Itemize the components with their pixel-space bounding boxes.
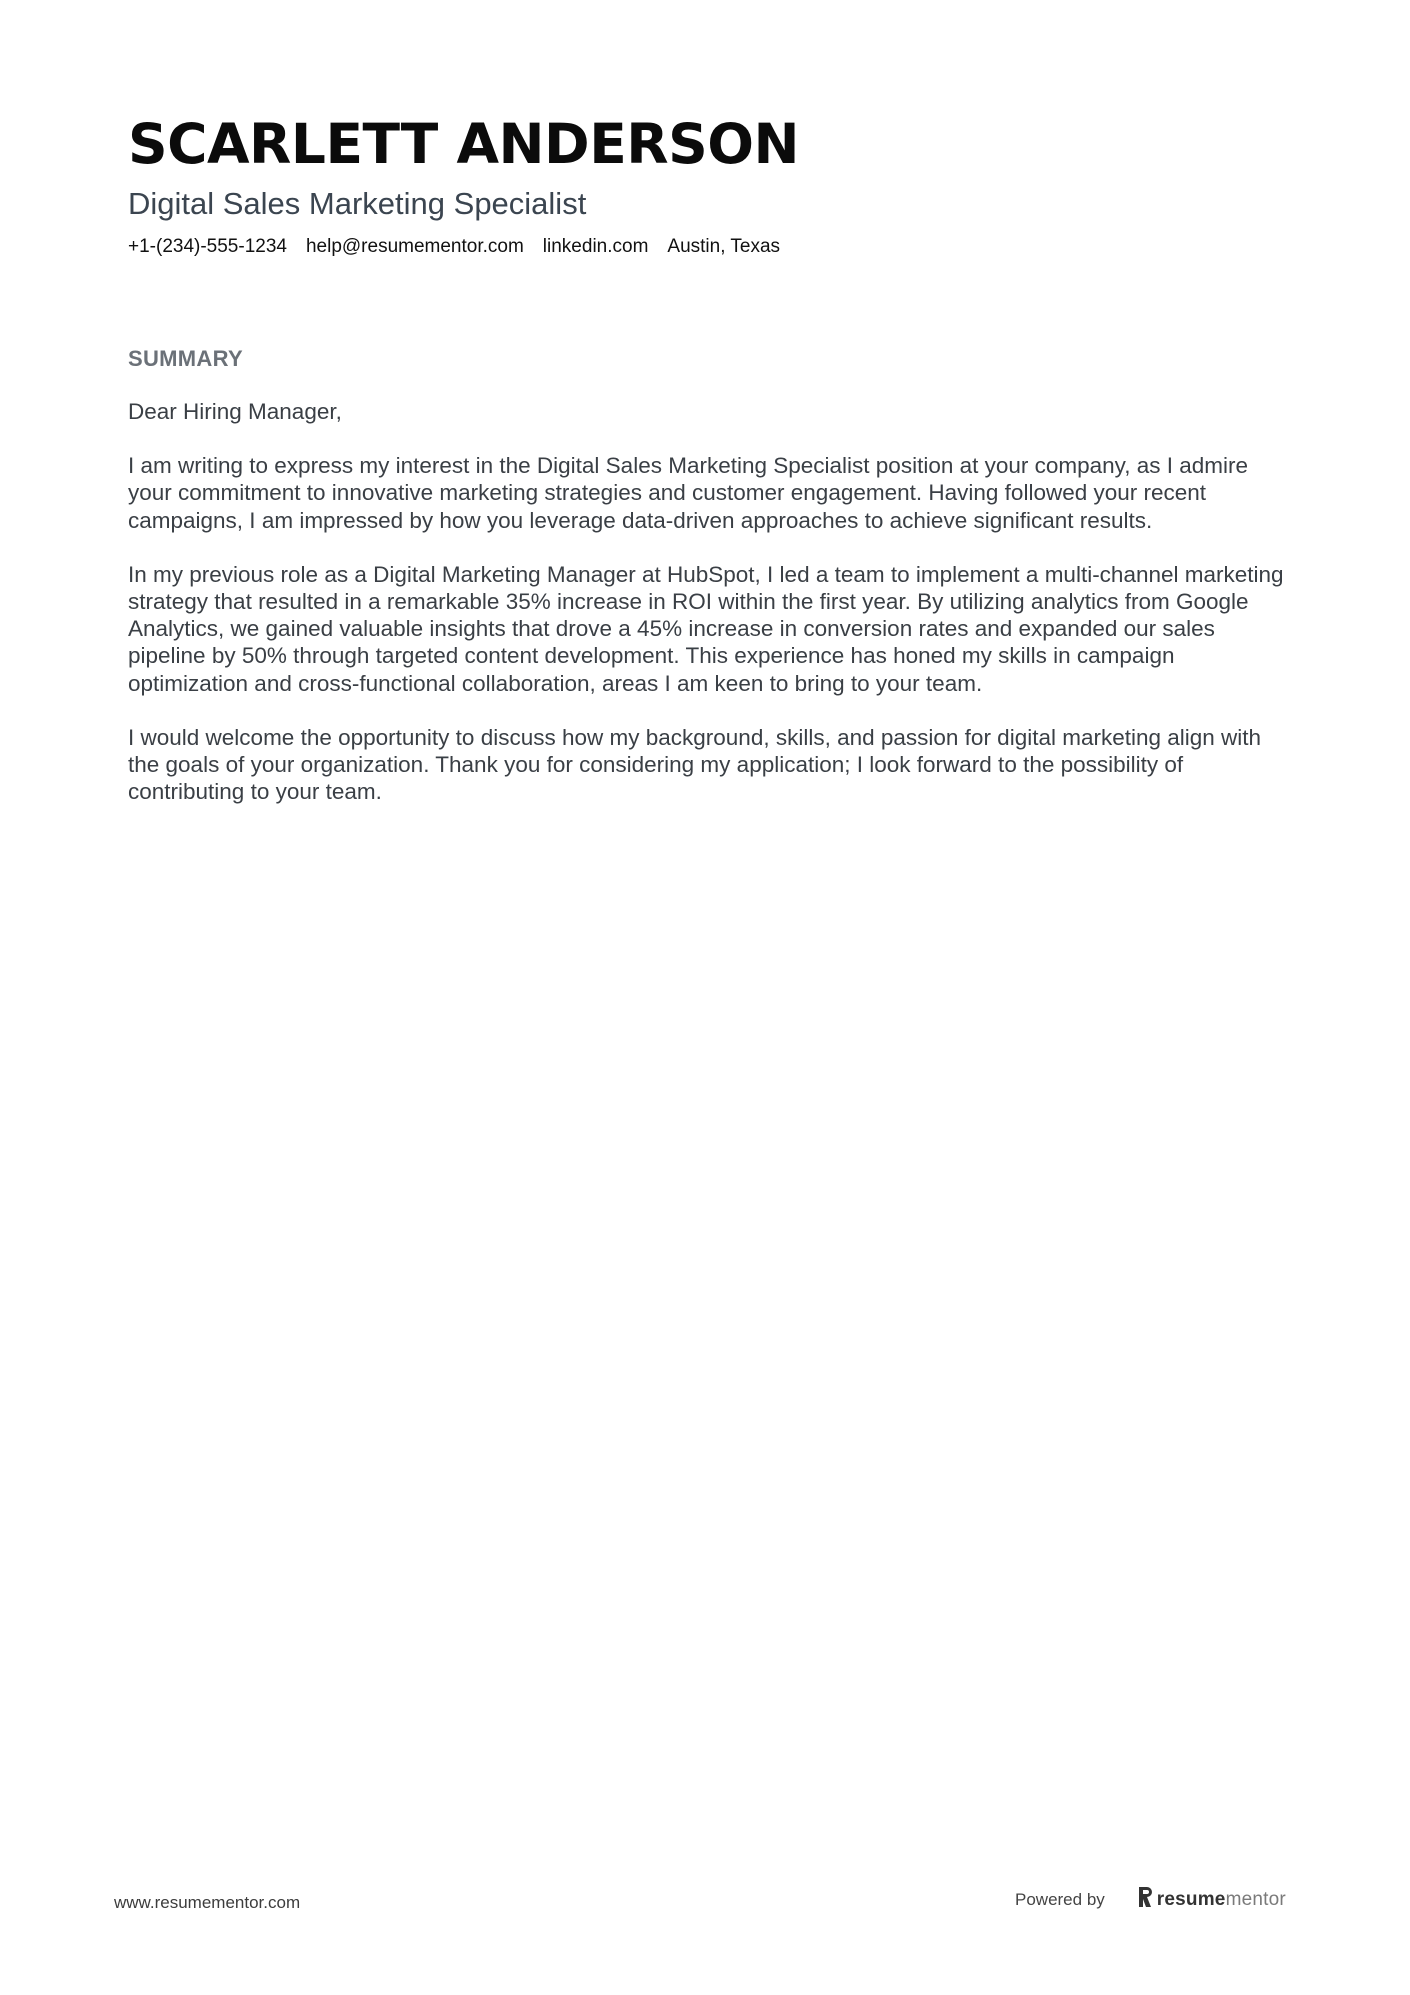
- section-heading-summary: SUMMARY: [128, 346, 243, 371]
- letter-paragraph: I would welcome the opportunity to discuss how my background, skills, and passion for digital marketing align with the goals of your organization. Thank you for considering my application; I look forward to the possibility of contributing to your team.: [128, 724, 1262, 805]
- letter-paragraph: I am writing to express my interest in the Digital Sales Marketing Specialist position at your company, as I admire your commitment to innovative marketing strategies and customer engagement. Having followed your recent campaigns, I am impressed by how you leverage data-driven approaches to achieve significant results.: [128, 453, 1249, 533]
- job-title: Digital Sales Marketing Specialist: [128, 186, 587, 221]
- letter-salutation: Dear Hiring Manager,: [128, 399, 342, 424]
- contact-location: Austin, Texas: [667, 236, 781, 257]
- contact-info: [128, 234, 1288, 260]
- resume-header: [128, 112, 1288, 260]
- contact-email: help@resumementor.com: [305, 236, 524, 257]
- contact-linkedin: linkedin.com: [542, 236, 649, 257]
- brand-name-part2: mentor: [1225, 1888, 1286, 1910]
- resumementor-logo-icon: [1137, 1886, 1153, 1913]
- footer-website: www.resumementor.com: [114, 1893, 301, 1912]
- letter-body: [128, 398, 1288, 832]
- brand-logo: [1137, 1886, 1286, 1913]
- brand-name-part1: resume: [1156, 1888, 1226, 1910]
- powered-by-label: Powered by: [1015, 1889, 1105, 1909]
- letter-paragraph: In my previous role as a Digital Marketing Manager at HubSpot, I led a team to implement a multi-channel marketing strategy that resulted in a remarkable 35% increase in ROI within the first year. By utilizing analytics from Google Analytics, we gained valuable insights that drove a 45% increase in conversion rates and expanded our sales pipeline by 50% through targeted content development. This experience has honed my skills in campaign optimization and cross-functional collaboration, areas I am keen to bring to your team.: [128, 561, 1284, 696]
- candidate-name: SCARLETT ANDERSON: [128, 112, 800, 176]
- footer-branding: [1015, 1886, 1286, 1913]
- contact-phone: +1-(234)-555-1234: [128, 236, 287, 257]
